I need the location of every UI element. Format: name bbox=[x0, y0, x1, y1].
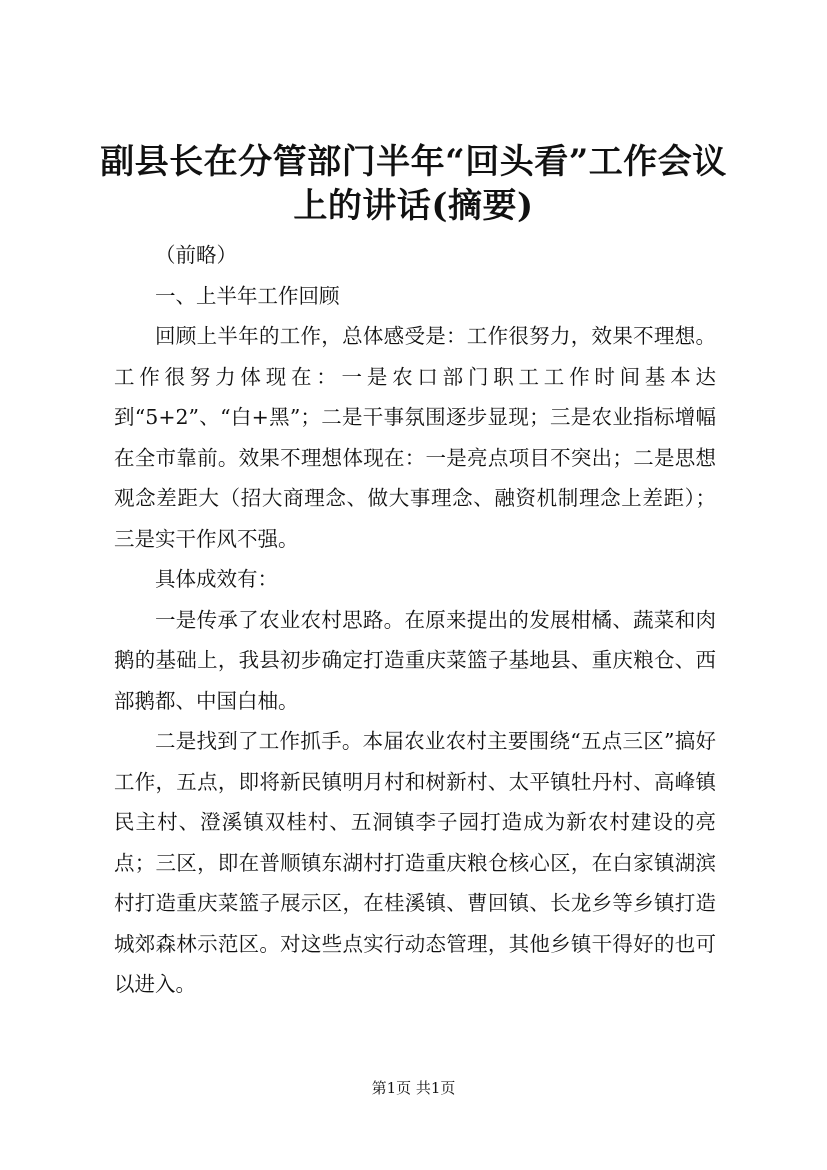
paragraph-result-one: 一是传承了农业农村思路。在原来提出的发展柑橘、蔬菜和肉鹅的基础上，我县初步确定打造重庆菜篮子基地县、重庆粮仓、西部鹅都、中国白柚。 bbox=[114, 607, 716, 713]
paragraph-result-two: 二是找到了工作抓手。本届农业农村主要围绕“五点三区”搞好工作，五点，即将新民镇明月村和树新村、太平镇牡丹村、高峰镇民主村、澄溪镇双桂村、五洞镇李子园打造成为新农村建设的亮点；三区，即在普顺镇东湖村打造重庆粮仓核心区，在白家镇湖滨村打造重庆菜篮子展示区，在桂溪镇、曹回镇、长龙乡等乡镇打造城郊森林示范区。对这些点实行动态管理，其他乡镇干得好的也可以进入。 bbox=[114, 729, 716, 996]
section-heading: 一、上半年工作回顾 bbox=[155, 283, 340, 308]
paragraph-review: 回顾上半年的工作，总体感受是：工作很努力，效果不理想。工作很努力体现在：一是农口部门职工工作时间基本达到“5+2”、“白+黑”；二是干事氛围逐步显现；三是农业指标增幅在全市靠前。效果不理想体现在：一是亮点项目不突出；二是思想观念差距大（招大商理念、做大事理念、融资机制理念上差距）；三是实干作风不强。 bbox=[114, 324, 716, 551]
page-footer: 第1页 共1页 bbox=[371, 1079, 456, 1097]
document-body bbox=[114, 235, 716, 1005]
paragraph-results-intro: 具体成效有： bbox=[155, 567, 278, 591]
document-title: 副县长在分管部门半年“回头看”工作会议上的讲话(摘要) bbox=[100, 142, 727, 226]
paragraph-preface: （前略） bbox=[155, 243, 237, 267]
